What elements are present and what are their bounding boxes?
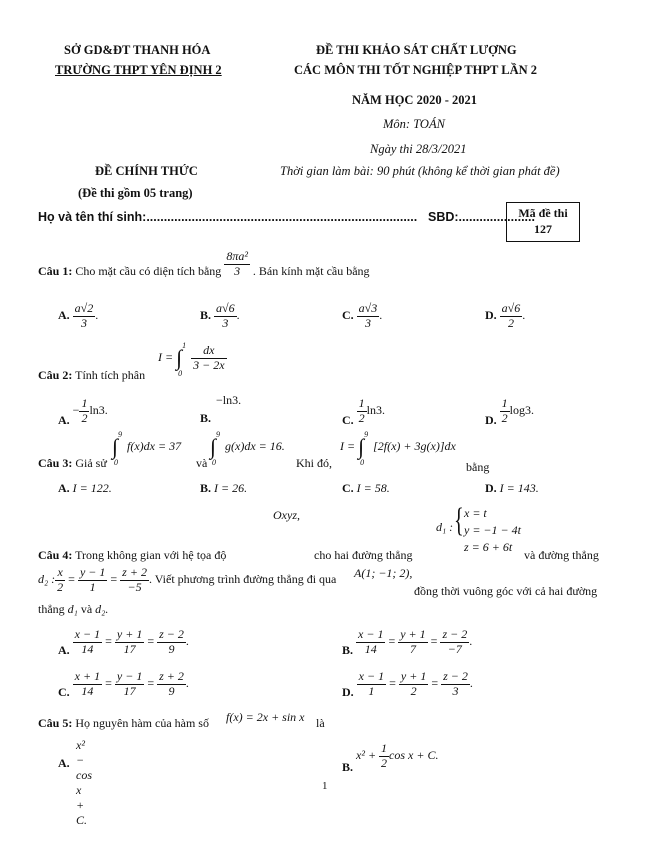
q3-i-upper: 9 (364, 430, 369, 439)
q3-i-integral-sign: 9 ∫ 0 (358, 430, 369, 467)
q1-area-num: 8πa² (226, 249, 248, 263)
q3-g-expr: g(x)dx = 16. (225, 438, 285, 453)
q1-a-frac (73, 302, 96, 331)
q1-tail: . Bán kính mặt cầu bằng (252, 264, 370, 279)
q4-d2-ref: d₂. (95, 602, 109, 616)
q1-option-b[interactable]: B. $\frac{a√6}{3}$ . (200, 301, 240, 330)
q2-c-tail: ln3. (366, 403, 386, 418)
q3-i-expr: [2f(x) + 3g(x)]dx (373, 438, 456, 453)
q4-option-a[interactable]: A. $\frac{x - 1}{14}$ = $\frac{y + 1}{17}$ = $\frac{z - 2}{9}$ . (58, 627, 189, 658)
q4-coordinate-system: Oxyz, (273, 508, 300, 522)
q4-c-frac2 (115, 670, 144, 699)
sbd-line: SBD:...................... (428, 210, 535, 224)
q4-a-letter: A. (58, 643, 70, 658)
q4-b-n1: x − 1 (358, 627, 384, 641)
q4-b-frac1 (356, 628, 385, 657)
q2-c-frac (357, 397, 367, 426)
q1-b-den: 3 (222, 315, 229, 330)
q2-b-value: −ln3. (216, 393, 242, 407)
q4-option-c[interactable]: C. $\frac{x + 1}{14}$ = $\frac{y - 1}{17}$ = $\frac{z + 2}{9}$ . (58, 669, 189, 700)
q1-b-letter: B. (200, 308, 212, 323)
q4-d1-eq1: x = t (464, 506, 487, 520)
q4-text-f-line (38, 602, 108, 617)
q4-a-d2: 17 (123, 641, 136, 656)
page-count: (Đề thi gồm 05 trang) (78, 186, 193, 200)
q5-function: f(x) = 2x + sin x (226, 710, 305, 724)
q2-a-den: 2 (81, 410, 88, 425)
q4-c-frac1 (73, 670, 102, 699)
q1-a-num: a√2 (74, 301, 94, 315)
question-3 (38, 456, 107, 471)
q3-f-integral (112, 430, 182, 467)
page-number: 1 (322, 780, 328, 792)
q1-c-num: a√3 (358, 301, 378, 315)
q4-c-n1: x + 1 (74, 669, 101, 683)
q4-d1-eq2: y = −1 − 4t (464, 523, 521, 537)
q4-d1-brace: { (454, 502, 464, 539)
q1-b-num: a√6 (216, 301, 235, 315)
q1-text: Cho mặt cầu có diện tích bằng (75, 264, 222, 279)
q4-d2-n3: z + 2 (122, 565, 147, 579)
q4-a-n3: z − 2 (159, 627, 184, 641)
q3-f-integral-sign: 9 ∫ 0 (112, 430, 122, 467)
q1-a-letter: A. (58, 308, 70, 323)
q3-equals: bằng (466, 460, 490, 474)
q4-c-d2: 17 (123, 683, 136, 698)
q3-d-letter: D. (485, 481, 497, 495)
q4-d2-d3: −5 (127, 579, 142, 594)
q1-d-num: a√6 (501, 301, 521, 315)
q4-a-frac1 (73, 628, 102, 657)
q4-b-letter: B. (342, 643, 354, 658)
q3-and: và (196, 456, 208, 470)
q2-int-num: dx (191, 344, 226, 359)
q4-d2-n2: y − 1 (79, 565, 106, 579)
q2-b-letter: B. (200, 411, 212, 425)
q4-d2-frac1 (55, 566, 65, 595)
q4-d-frac3 (441, 670, 470, 699)
q3-b-letter: B. (200, 481, 212, 495)
q5-tail: là (316, 716, 325, 730)
q1-c-den: 3 (364, 315, 371, 330)
exam-code-label: Mã đề thi (518, 206, 568, 220)
school-year: NĂM HỌC 2020 - 2021 (352, 93, 477, 107)
q4-d2-frac3 (120, 566, 149, 595)
q3-option-a[interactable] (58, 481, 112, 496)
q5-b-pre: x² + (356, 748, 377, 763)
q5-a-letter: A. (58, 756, 70, 770)
q2-integral (158, 341, 227, 379)
q2-text: Tính tích phân (75, 368, 146, 382)
question-5 (38, 716, 209, 731)
q4-d-d1: 1 (368, 683, 375, 698)
q3-a-value: I = 122. (72, 481, 112, 495)
exam-title: ĐỀ THI KHẢO SÁT CHẤT LƯỢNG (316, 43, 517, 57)
q3-option-c[interactable] (342, 481, 390, 496)
q2-upper: 1 (182, 341, 187, 351)
q3-g-integral-sign: 9 ∫ 0 (210, 430, 220, 467)
q2-label: Câu 2: (38, 368, 73, 382)
q4-d-frac1 (357, 670, 386, 699)
q5-a-value: x² − cos x + C. (76, 738, 92, 827)
q2-d-tail: log3. (509, 403, 535, 418)
exam-date: Ngày thi 28/3/2021 (370, 142, 467, 156)
q5-b-num: 1 (381, 741, 388, 755)
exam-code-value: 127 (534, 222, 552, 236)
exam-code-box (506, 202, 580, 242)
q2-option-b[interactable] (200, 393, 242, 425)
q2-d-num: 1 (501, 396, 508, 410)
q4-b-d1: 14 (364, 641, 377, 656)
q4-d1-name: d₁ : (436, 520, 454, 534)
q4-d-frac2 (399, 670, 428, 699)
q1-area-fraction (224, 250, 250, 279)
q5-b-den: 2 (381, 755, 388, 770)
q3-f-upper: 9 (118, 430, 122, 439)
q4-c-frac3 (157, 670, 186, 699)
q4-text-f: thẳng (38, 602, 65, 616)
q2-a-num: 1 (81, 396, 88, 410)
q4-d-letter: D. (342, 685, 354, 700)
q4-d-n2: y + 1 (400, 669, 427, 683)
q4-d2-n1: x (55, 566, 65, 581)
q2-int-den: 3 − 2x (193, 357, 225, 372)
q1-d-letter: D. (485, 308, 497, 323)
q2-c-letter: C. (342, 413, 354, 428)
exam-duration: Thời gian làm bài: 90 phút (không kể thời gian phát đề) (280, 164, 560, 178)
q4-b-d3: −7 (447, 641, 462, 656)
exam-subtitle: CÁC MÔN THI TỐT NGHIỆP THPT LẦN 2 (294, 63, 537, 77)
q5-b-tail: cos x + C. (389, 748, 439, 763)
q1-d-frac (500, 302, 523, 331)
q2-lower: 0 (178, 369, 183, 379)
q4-d1-ref: d₁ (67, 602, 78, 616)
q2-option-c[interactable] (342, 397, 385, 426)
q5-b-letter: B. (342, 760, 354, 775)
q2-d-letter: D. (485, 413, 497, 428)
q2-c-den: 2 (358, 410, 365, 425)
q1-c-frac (357, 302, 380, 331)
q4-text-e: đồng thời vuông góc với cả hai đường (414, 584, 598, 598)
q4-a-n2: y + 1 (116, 627, 143, 641)
q4-point: A(1; −1; 2), (354, 566, 413, 580)
q5-b-frac (379, 742, 389, 771)
q3-g-integral (210, 430, 285, 467)
q3-then: Khi đó, (296, 456, 332, 470)
q2-integral-sign: 1 ∫ 0 (176, 341, 187, 379)
q4-c-d3: 9 (168, 683, 175, 698)
dept-name: SỞ GD&ĐT THANH HÓA (64, 43, 211, 57)
q4-d-n1: x − 1 (358, 669, 385, 683)
q1-label: Câu 1: (38, 264, 73, 279)
q2-d-den: 2 (501, 410, 508, 425)
q1-option-d[interactable]: D. $\frac{a√6}{2}$ . (485, 301, 526, 330)
q4-d2-d1: 2 (57, 579, 64, 594)
q4-c-d1: 14 (81, 683, 94, 698)
q5-option-a[interactable] (58, 738, 92, 827)
q3-a-letter: A. (58, 481, 70, 495)
q4-b-n3: z − 2 (442, 627, 468, 641)
q4-b-d2: 7 (409, 641, 416, 656)
q1-option-a[interactable]: A. $\frac{a√2}{3}$ . (58, 301, 99, 330)
q1-option-c[interactable]: C. $\frac{a√3}{3}$ . (342, 301, 383, 330)
q3-i-lower: 0 (360, 458, 365, 467)
q2-a-sign: − (72, 403, 80, 418)
q5-label: Câu 5: (38, 716, 73, 730)
q3-option-d[interactable] (485, 481, 539, 496)
q2-a-letter: A. (58, 413, 70, 428)
q3-i-integral (340, 430, 456, 467)
q1-area-den: 3 (234, 263, 241, 278)
q3-b-value: I = 26. (214, 481, 248, 495)
q3-i-lhs: I = (340, 438, 356, 453)
q2-d-frac (500, 397, 510, 426)
question-1 (38, 249, 370, 287)
q2-lhs: I = (158, 350, 174, 365)
q3-c-value: I = 58. (356, 481, 390, 495)
q4-text-d: . Viết phương trình đường thẳng đi qua (148, 572, 337, 587)
q4-b-frac2 (398, 628, 427, 657)
q4-d1-system (464, 505, 521, 556)
q2-a-frac (79, 397, 89, 426)
q2-option-d[interactable] (485, 397, 534, 426)
q1-b-frac (214, 302, 237, 331)
q4-d2-d2: 1 (89, 579, 96, 594)
subject: Môn: TOÁN (383, 117, 445, 131)
q3-text: Giả sử (75, 456, 107, 470)
q1-a-den: 3 (80, 315, 87, 330)
q4-label: Câu 4: (38, 548, 73, 562)
q4-d1-eq3: z = 6 + 6t (464, 540, 513, 554)
q4-a-frac2 (115, 628, 144, 657)
q3-g-lower: 0 (212, 458, 216, 467)
q4-d2-name: d₂ : (38, 572, 56, 587)
q4-d2-line: d₂ : $\frac{x}{2}$ = $\frac{y - 1}{1}$ = $\frac{z + 2}{-5}$ . Viết phương trình đường thẳng đi qua (38, 565, 337, 594)
q4-a-d1: 14 (81, 641, 94, 656)
q3-f-expr: f(x)dx = 37 (127, 438, 182, 453)
school-name: TRƯỜNG THPT YÊN ĐỊNH 2 (55, 63, 222, 77)
q4-c-letter: C. (58, 685, 70, 700)
candidate-name-line: Họ và tên thí sinh:.............................................................................. (38, 210, 418, 224)
q2-a-tail: ln3. (89, 403, 108, 418)
q4-text-a: Trong không gian với hệ tọa độ (75, 548, 227, 562)
q4-d-d2: 2 (410, 683, 417, 698)
q3-c-letter: C. (342, 481, 354, 495)
q4-a-frac3 (157, 628, 186, 657)
q3-f-lower: 0 (114, 458, 118, 467)
q3-option-b[interactable] (200, 481, 247, 496)
q5-option-b[interactable] (342, 741, 439, 775)
q3-g-upper: 9 (216, 430, 220, 439)
q2-c-num: 1 (358, 396, 365, 410)
q4-d-d3: 3 (452, 683, 459, 698)
q5-text: Họ nguyên hàm của hàm số (75, 716, 209, 730)
q4-b-frac3 (440, 628, 469, 657)
q2-option-a[interactable] (58, 397, 108, 426)
q4-option-d[interactable]: D. $\frac{x - 1}{1}$ = $\frac{y + 1}{2}$ = $\frac{z - 2}{3}$ . (342, 669, 473, 700)
q2-integrand (191, 344, 226, 373)
q4-d2-frac2 (78, 566, 107, 595)
q4-text-b: cho hai đường thẳng (314, 548, 413, 562)
q4-option-b[interactable]: B. $\frac{x - 1}{14}$ = $\frac{y + 1}{7}$ = $\frac{z - 2}{-7}$ . (342, 627, 473, 658)
q3-d-value: I = 143. (499, 481, 539, 495)
question-2 (38, 368, 145, 383)
official-label: ĐỀ CHÍNH THỨC (95, 164, 198, 178)
question-4 (38, 548, 226, 563)
q4-a-d3: 9 (168, 641, 175, 656)
q4-d-n3: z − 2 (443, 669, 468, 683)
q1-d-den: 2 (507, 315, 514, 330)
q3-label: Câu 3: (38, 456, 73, 470)
q4-and: và (80, 602, 93, 616)
q4-c-n2: y − 1 (116, 669, 143, 683)
q4-a-n1: x − 1 (74, 627, 101, 641)
q4-b-n2: y + 1 (400, 627, 426, 641)
q4-c-n3: z + 2 (159, 669, 184, 683)
q4-text-c: và đường thẳng (524, 548, 599, 562)
q1-c-letter: C. (342, 308, 354, 323)
